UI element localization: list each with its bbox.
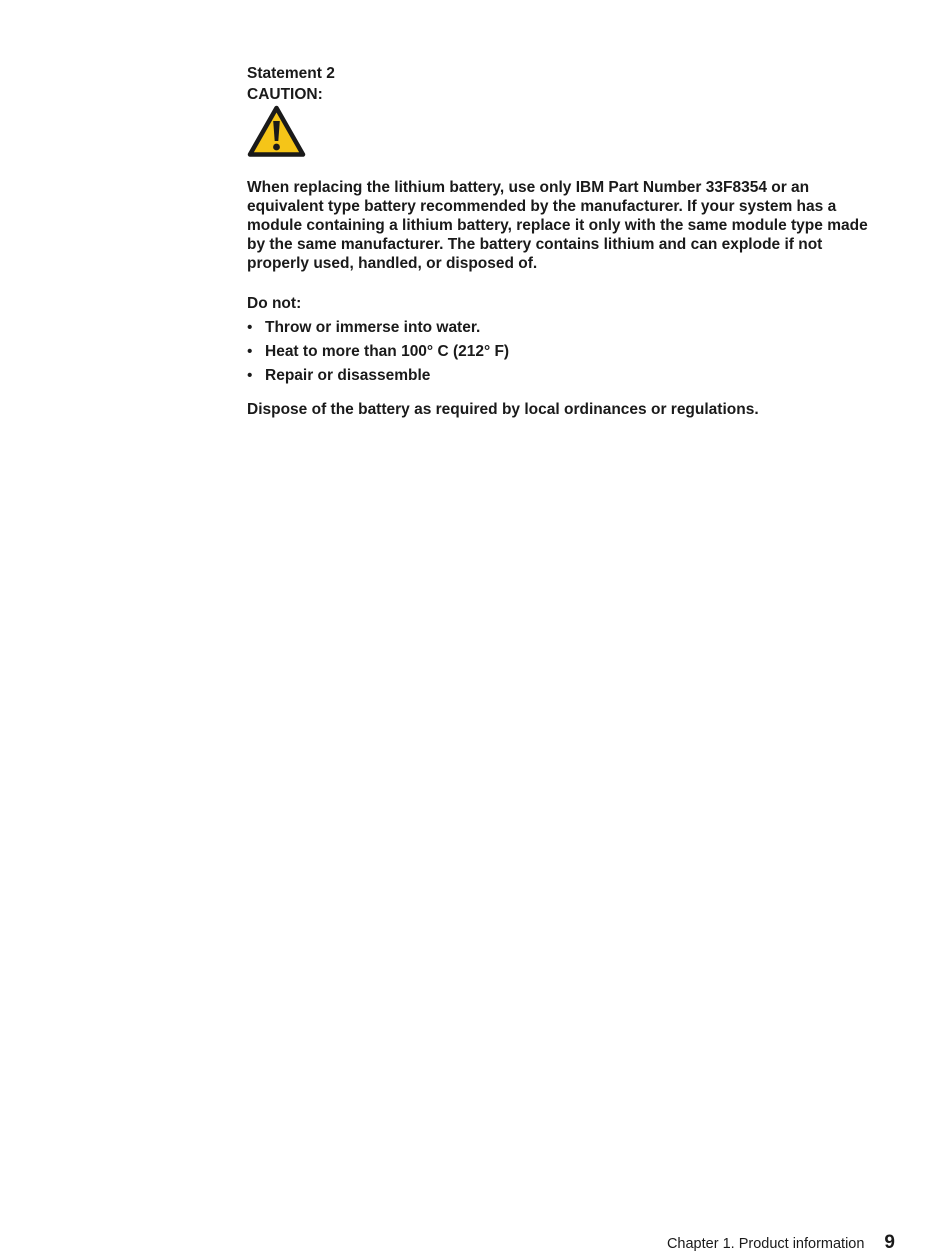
list-item-text: Repair or disassemble xyxy=(265,367,431,384)
dispose-paragraph: Dispose of the battery as required by local ordinances or regulations. xyxy=(247,401,759,418)
caution-label: CAUTION: xyxy=(247,86,323,103)
list-item-text: Throw or immerse into water. xyxy=(265,319,481,336)
do-not-list xyxy=(247,318,887,385)
page-number: 9 xyxy=(884,1232,895,1253)
list-item xyxy=(247,318,887,337)
do-not-label: Do not: xyxy=(247,295,302,312)
bullet-icon: • xyxy=(247,343,253,360)
bullet-icon: • xyxy=(247,319,253,336)
list-item-text: Heat to more than 100° C (212° F) xyxy=(265,343,510,360)
footer-chapter-title: Chapter 1. Product information xyxy=(666,1236,865,1252)
bullet-icon: • xyxy=(247,367,253,384)
list-item xyxy=(247,342,887,361)
page-footer xyxy=(667,1232,895,1254)
warning-triangle-icon xyxy=(247,105,306,158)
list-item xyxy=(247,366,887,385)
statement-title: Statement 2 xyxy=(247,65,335,82)
battery-replacement-paragraph: When replacing the lithium battery, use only IBM Part Number 33F8354 or an equivalent type battery recommended by the manufacturer. If your system has a module containing a lithium battery, replace it only with the same module type made by the same manufacturer. The battery contains lithium and can explode if not properly used, handled, or disposed of. xyxy=(247,179,868,272)
caution-statement xyxy=(247,63,887,419)
